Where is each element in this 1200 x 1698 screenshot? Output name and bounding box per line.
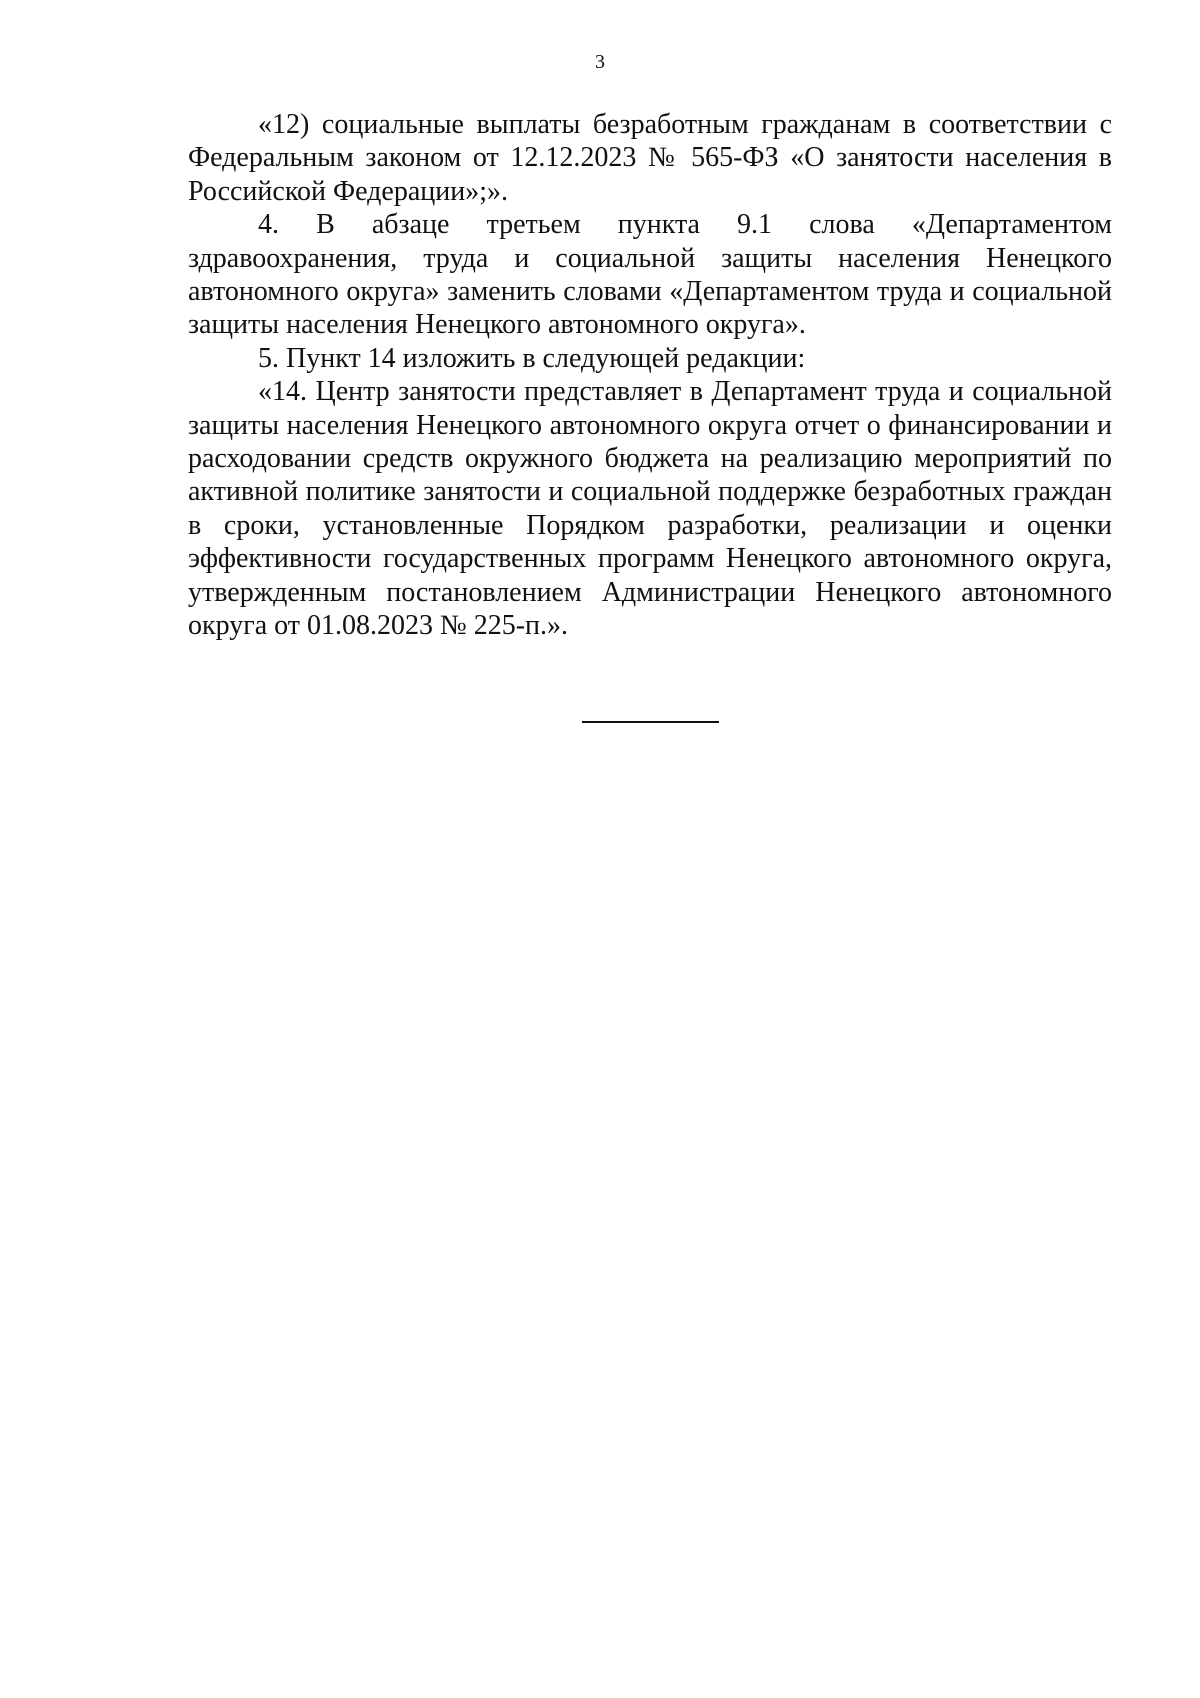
page-number: 3 [595, 51, 605, 73]
paragraph-item-12-amendment: «12) социальные выплаты безработным гражданам в соответствии с Федеральным законом от 12.12.2023 № 565-ФЗ «О занятости населения в Российской Федерации»;». [188, 109, 1112, 207]
document-body [188, 108, 1112, 643]
end-of-document-divider [582, 721, 719, 723]
paragraph-point-4: 4. В абзаце третьем пункта 9.1 слова «Департаментом здравоохранения, труда и социальной защиты населения Ненецкого автономного округа» заменить словами «Департаментом труда и социальной защиты населения Ненецкого автономного округа». [188, 209, 1112, 341]
paragraph-point-5: 5. Пункт 14 изложить в следующей редакции: [258, 342, 806, 374]
paragraph-point-14-text: «14. Центр занятости представляет в Департамент труда и социальной защиты населения Ненецкого автономного округа отчет о финансировании и расходовании средств окружного бюджета на реализацию мероприятий по активной политике занятости и социальной поддержке безработных граждан в сроки, установленные Порядком разработки, реализации и оценки эффективности государственных программ Ненецкого автономного округа, утвержденным постановлением Администрации Ненецкого автономного округа от 01.08.2023 № 225-п.». [188, 376, 1112, 642]
